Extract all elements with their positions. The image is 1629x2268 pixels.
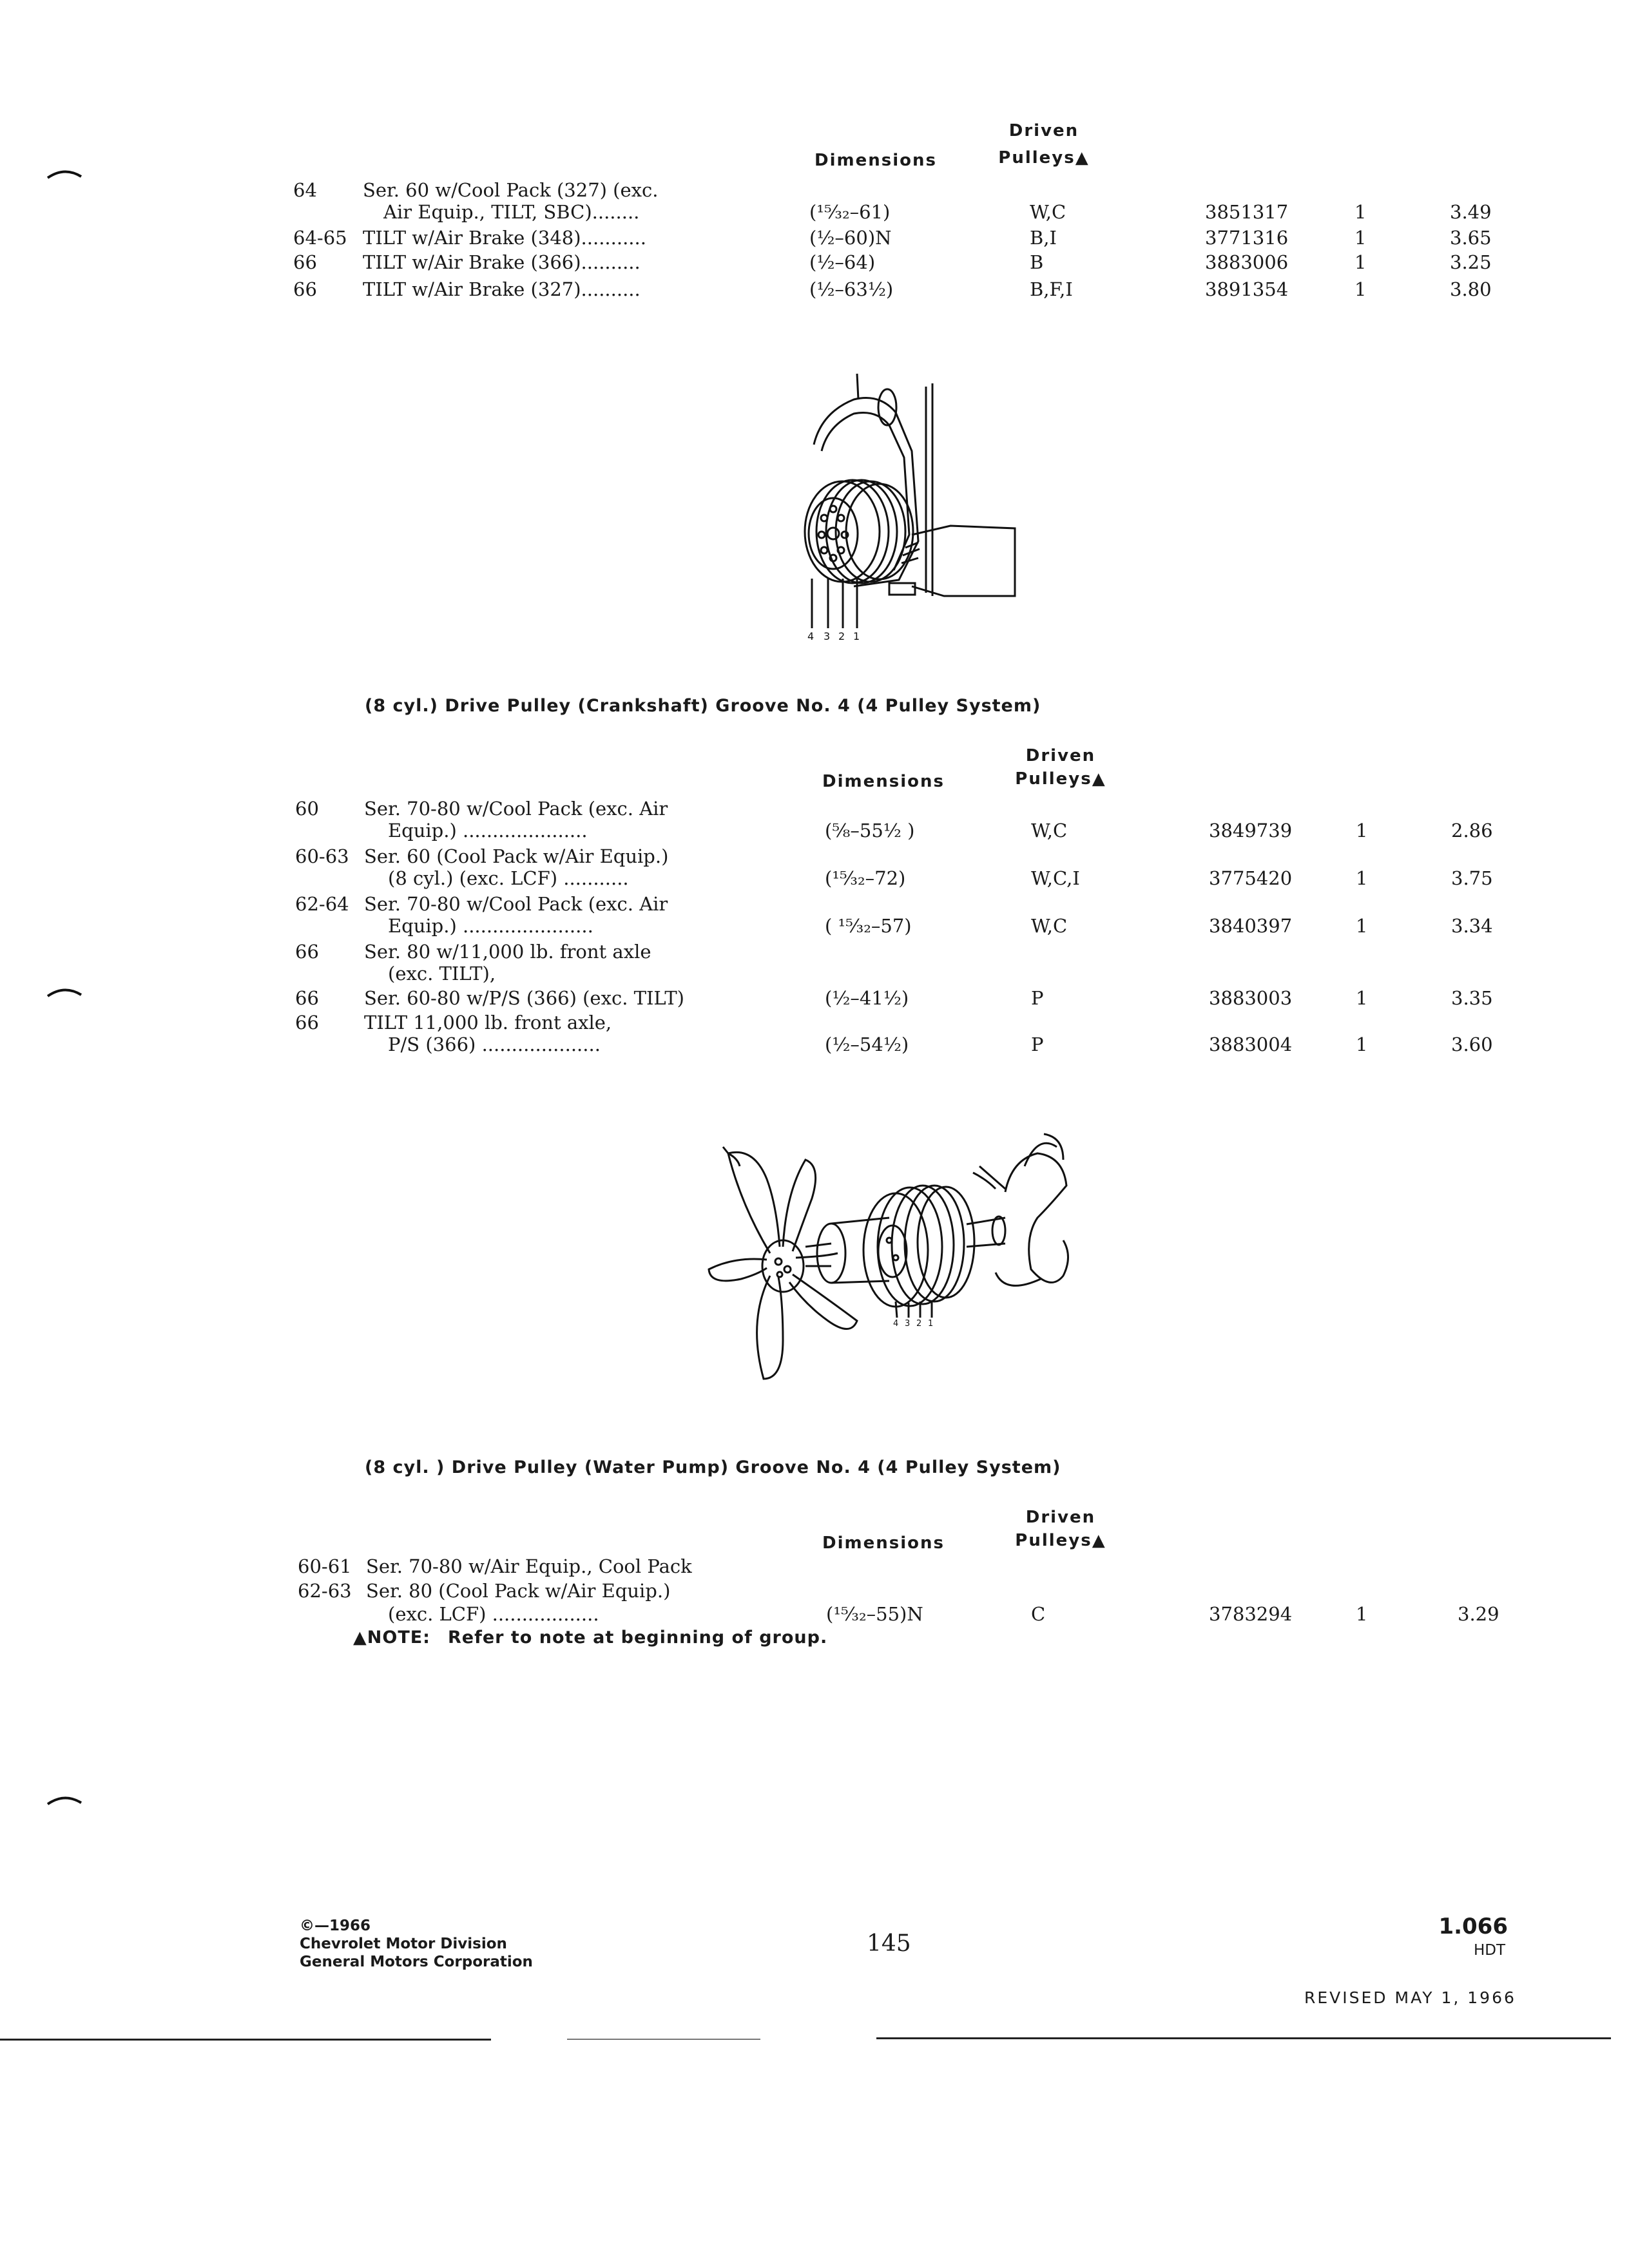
table-row-part: 3849739 [1209,820,1293,841]
table-row-dimensions: (¹⁵⁄₃₂–61) [809,201,891,223]
revision-date: REVISED MAY 1, 1966 [1304,1988,1516,2007]
table-row-part: 3891354 [1205,278,1289,300]
table-row-desc: TILT 11,000 lb. front axle, [364,1012,612,1033]
table-row-part: 3775420 [1209,867,1293,889]
table-row-part: 3883004 [1209,1033,1293,1055]
table-row-driven: W,C [1031,915,1068,937]
table-row-qty: 1 [1356,867,1368,889]
note-label: ▲NOTE: [353,1628,430,1648]
table-row-part: 3771316 [1205,227,1289,249]
table-row-desc-cont: P/S (366) .................... [388,1033,601,1055]
table-row-desc-cont: (8 cyl.) (exc. LCF) ........... [388,867,629,889]
corporation-name: General Motors Corporation [300,1954,533,1970]
table-row-year: 60-63 [295,845,349,867]
page-edge-line [876,2037,1611,2039]
page-edge-line [567,2039,760,2040]
table-row-qty: 1 [1356,915,1368,937]
groove-label: 1 [853,630,860,642]
table-row-desc: Ser. 70-80 w/Air Equip., Cool Pack [366,1555,692,1577]
table-row-year: 66 [293,278,317,300]
table-row-driven: C [1031,1603,1046,1625]
table-row-qty: 1 [1356,1033,1368,1055]
table-row-year: 62-64 [295,893,349,915]
table-row-desc: Ser. 70-80 w/Cool Pack (exc. Air [364,893,668,915]
pulleys-header: Pulleys▲ [1015,1531,1106,1550]
division-name: Chevrolet Motor Division [300,1936,507,1952]
binder-mark-middle [46,987,82,999]
dimensions-header: Dimensions [822,772,945,791]
table-row-dimensions: (½–63½) [809,278,894,300]
table-row-price: 3.49 [1450,201,1492,223]
water-pump-pulley-illustration [702,1108,1076,1418]
table-row-driven: B,F,I [1030,278,1073,300]
table-row-dimensions: (½–64) [809,251,876,273]
table-row-year: 60 [295,798,319,820]
table-row-dimensions: (½–54½) [825,1033,909,1055]
table-row-part: 3783294 [1209,1603,1293,1625]
groove-label: 4 [893,1319,899,1329]
table-row-qty: 1 [1354,251,1367,273]
table-row-desc-cont: (exc. TILT), [388,963,496,985]
table-row-year: 62-63 [298,1580,352,1602]
groove-label: 3 [824,630,831,642]
table-row-year: 64-65 [293,227,347,249]
table-row-desc: Ser. 60 (Cool Pack w/Air Equip.) [364,845,669,867]
table-row-desc: Ser. 60 w/Cool Pack (327) (exc. [363,179,659,201]
groove-label: 3 [905,1319,911,1329]
table-row-price: 3.75 [1451,867,1493,889]
table-row-year: 60-61 [298,1555,352,1577]
table-row-driven: P [1031,1033,1044,1055]
table-row-driven: P [1031,987,1044,1009]
table-row-price: 3.34 [1451,915,1493,937]
binder-mark-bottom [46,1795,82,1807]
table-row-desc-cont: (exc. LCF) .................. [388,1603,599,1625]
table-row-driven: W,C [1031,820,1068,841]
table-row-desc: Ser. 80 w/11,000 lb. front axle [364,941,651,963]
page-number: 145 [867,1930,911,1957]
table-row-price: 3.35 [1451,987,1493,1009]
section-title: (8 cyl.) Drive Pulley (Crankshaft) Groove No. 4 (4 Pulley System) [365,696,1041,716]
driven-header: Driven [1025,746,1096,765]
table-row-year: 66 [293,251,317,273]
table-row-dimensions: ( ¹⁵⁄₃₂–57) [825,915,912,937]
section-number: 1.066 [1438,1914,1508,1939]
table-row-qty: 1 [1356,987,1368,1009]
table-row-year: 66 [295,941,319,963]
copyright: ©—1966 [300,1917,371,1934]
table-row-dimensions: (⁵⁄₈–55½ ) [825,820,915,841]
table-row-driven: W,C [1030,201,1066,223]
table-row-desc: TILT w/Air Brake (327).......... [363,278,641,300]
table-row-driven: W,C,I [1031,867,1080,889]
crankshaft-pulley-illustration [757,374,1015,644]
table-row-part: 3883006 [1205,251,1289,273]
table-row-year: 64 [293,179,317,201]
groove-label: 1 [928,1319,934,1329]
table-row-part: 3851317 [1205,201,1289,223]
table-row-price: 3.80 [1450,278,1492,300]
table-row-desc-cont: Equip.) ..................... [388,820,588,841]
driven-header: Driven [1025,1508,1096,1527]
pulleys-header: Pulleys▲ [998,148,1090,168]
note-text: Refer to note at beginning of group. [448,1628,828,1648]
pulleys-header: Pulleys▲ [1015,769,1106,789]
table-row-year: 66 [295,987,319,1009]
table-row-desc: TILT w/Air Brake (348)........... [363,227,646,249]
table-row-year: 66 [295,1012,319,1033]
section-code: HDT [1473,1942,1505,1959]
dimensions-header: Dimensions [815,151,937,170]
table-row-qty: 1 [1356,820,1368,841]
table-row-qty: 1 [1354,227,1367,249]
table-row-qty: 1 [1354,278,1367,300]
groove-label: 2 [916,1319,922,1329]
groove-label: 4 [807,630,815,642]
table-row-part: 3883003 [1209,987,1293,1009]
page-edge-line [0,2039,491,2041]
table-row-price: 3.25 [1450,251,1492,273]
table-row-driven: B,I [1030,227,1057,249]
driven-header: Driven [1008,121,1079,140]
table-row-desc: Ser. 70-80 w/Cool Pack (exc. Air [364,798,668,820]
groove-label: 2 [838,630,845,642]
table-row-price: 2.86 [1451,820,1493,841]
table-row-price: 3.29 [1458,1603,1499,1625]
table-row-qty: 1 [1354,201,1367,223]
dimensions-header: Dimensions [822,1533,945,1553]
table-row-price: 3.60 [1451,1033,1493,1055]
table-row-driven: B [1030,251,1044,273]
table-row-desc-cont: Equip.) ...................... [388,915,593,937]
table-row-desc: TILT w/Air Brake (366).......... [363,251,641,273]
table-row-dimensions: (¹⁵⁄₃₂–55)N [826,1603,923,1625]
table-row-dimensions: (¹⁵⁄₃₂–72) [825,867,906,889]
table-row-price: 3.65 [1450,227,1492,249]
section-title: (8 cyl. ) Drive Pulley (Water Pump) Groove No. 4 (4 Pulley System) [365,1457,1061,1477]
table-row-desc: Ser. 80 (Cool Pack w/Air Equip.) [366,1580,671,1602]
table-row-qty: 1 [1356,1603,1368,1625]
table-row-dimensions: (½–41½) [825,987,909,1009]
table-row-desc-cont: Air Equip., TILT, SBC)........ [383,201,640,223]
table-row-dimensions: (½–60)N [809,227,892,249]
table-row-part: 3840397 [1209,915,1293,937]
table-row-desc: Ser. 60-80 w/P/S (366) (exc. TILT) [364,987,684,1009]
binder-mark-top [46,169,82,180]
